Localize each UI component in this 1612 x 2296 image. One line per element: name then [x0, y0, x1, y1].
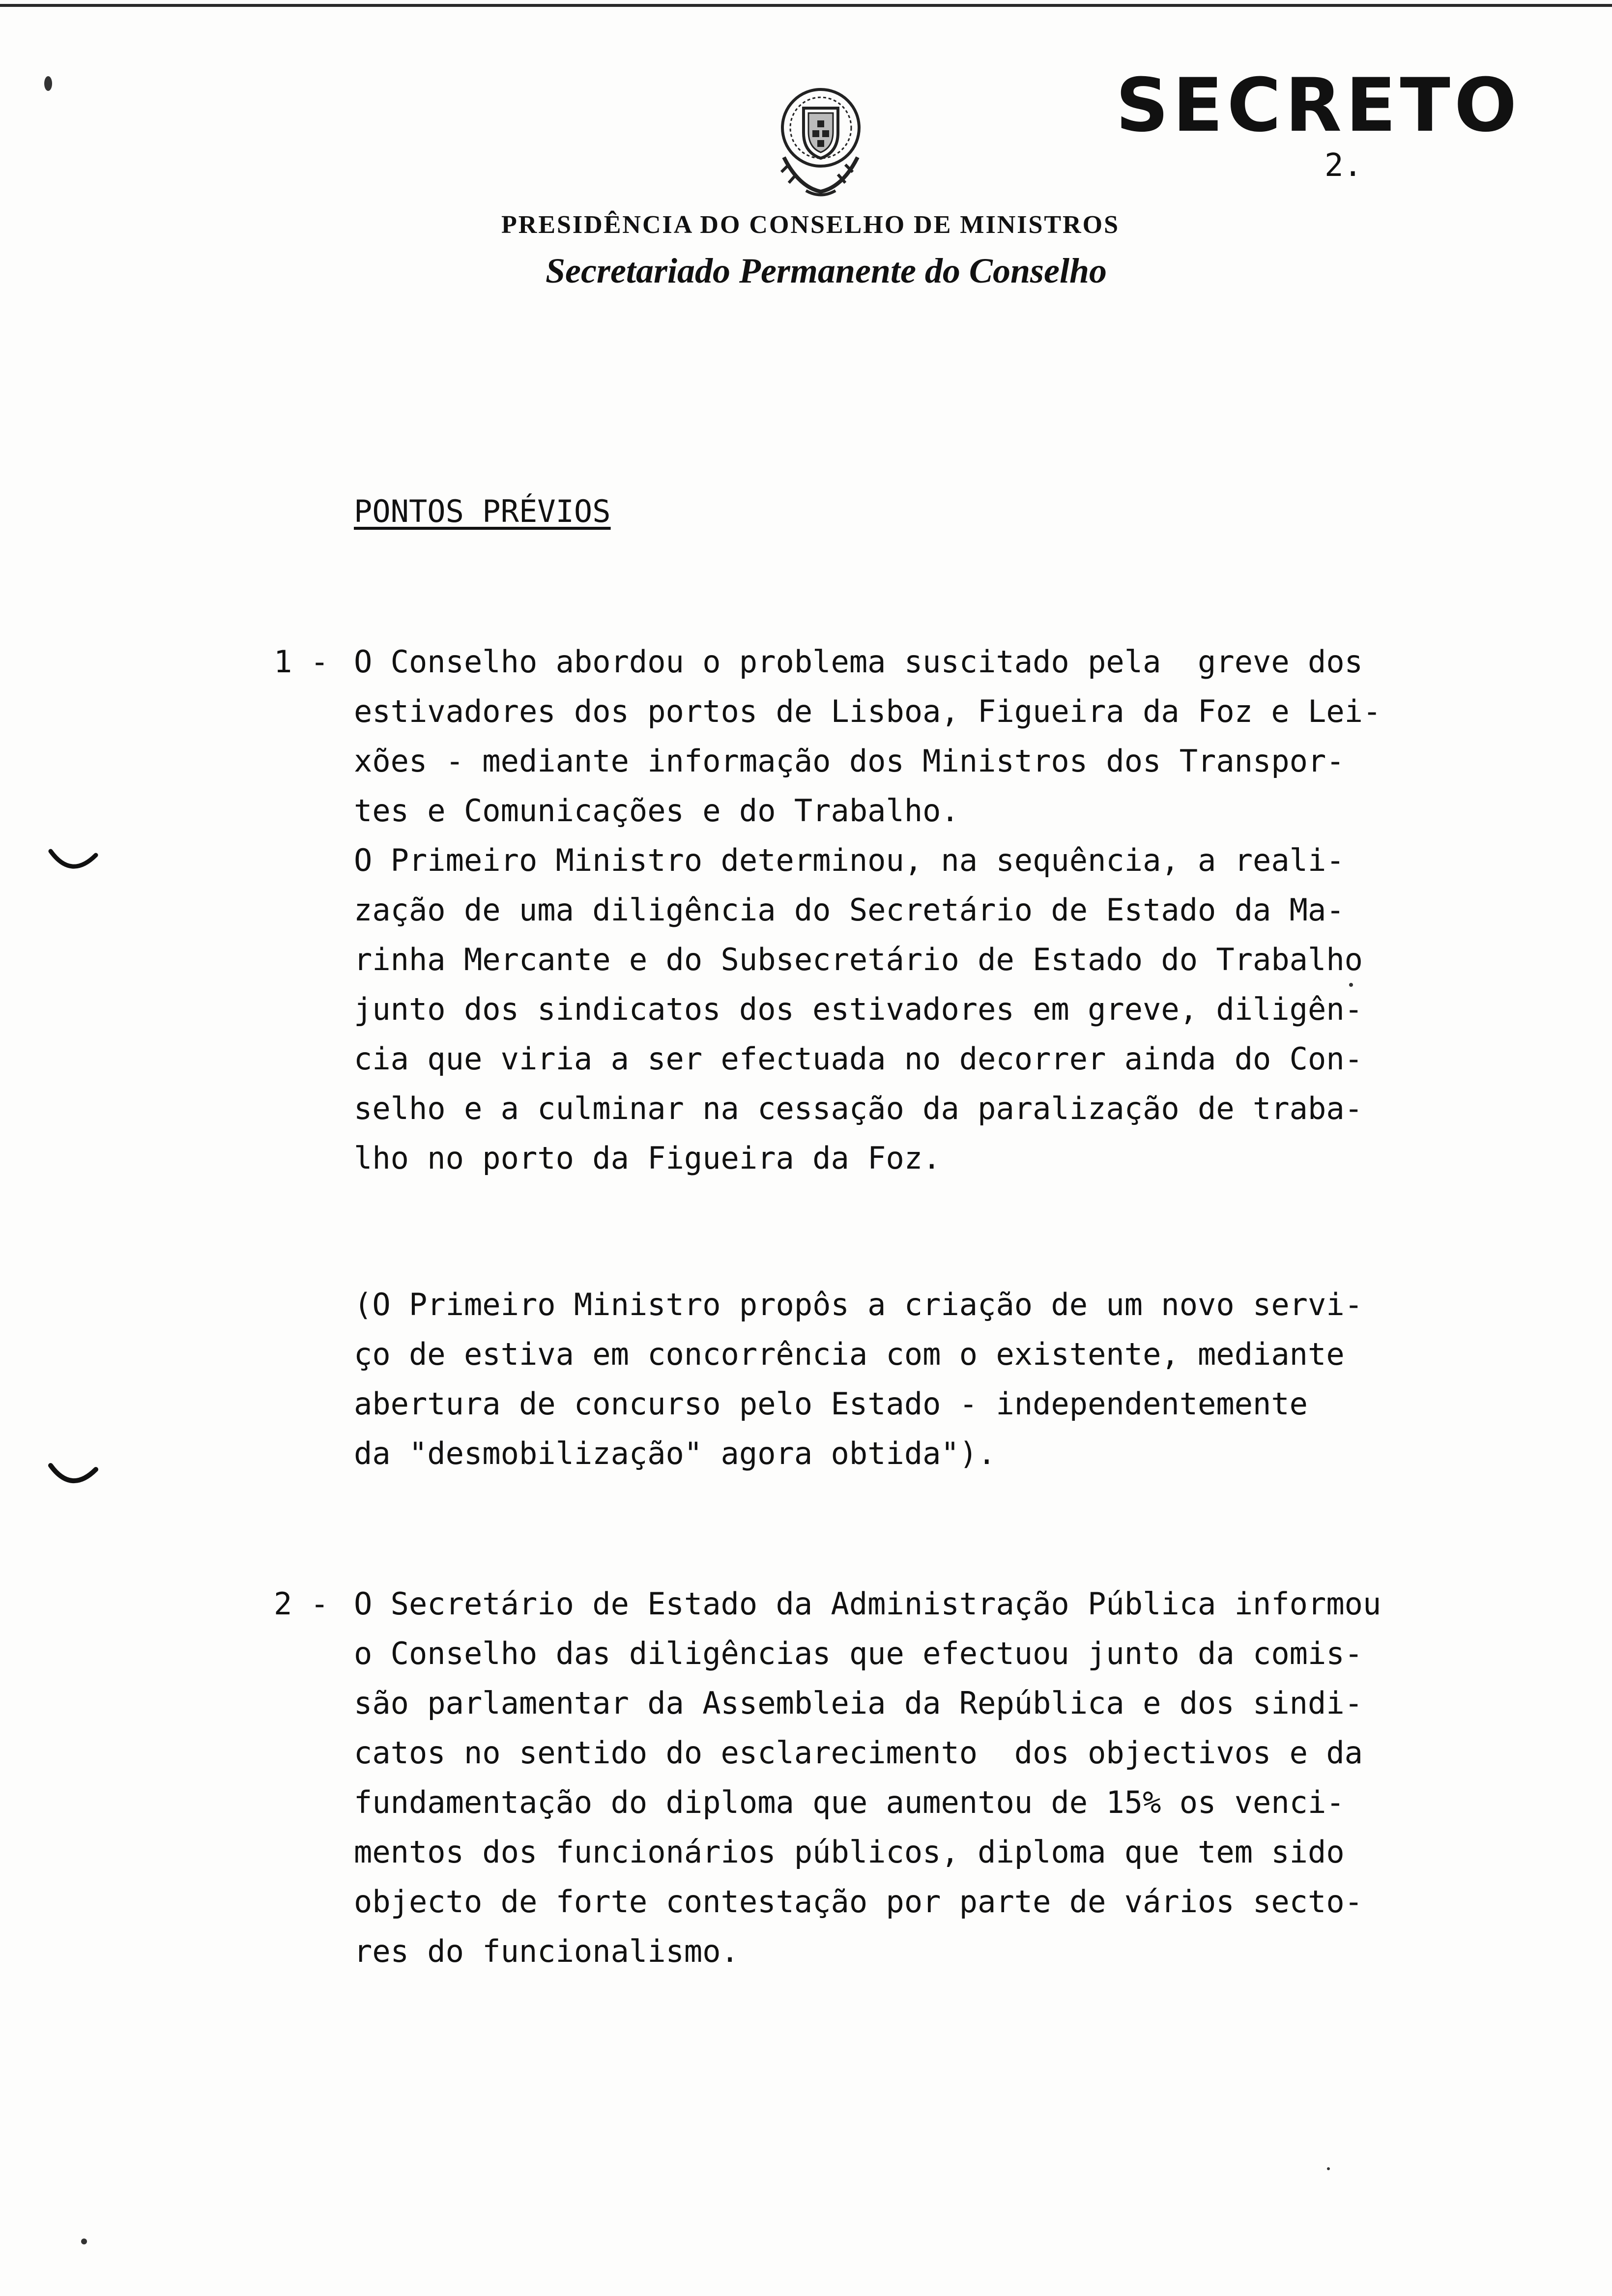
item-1-paragraph: [354, 637, 1381, 1183]
section-title: PONTOS PRÉVIOS: [354, 493, 611, 529]
scan-speck: [44, 76, 52, 91]
text-line: rinha Mercante e do Subsecretário de Estado do Trabalho: [354, 942, 1363, 977]
text-line: cia que viria a ser efectuada no decorrer ainda do Con-: [354, 1041, 1363, 1077]
top-border-line: [0, 4, 1612, 7]
text-line: lho no porto da Figueira da Foz.: [354, 1140, 941, 1176]
text-line: estivadores dos portos de Lisboa, Figueira da Foz e Lei-: [354, 693, 1382, 729]
item-number: 2 -: [274, 1586, 329, 1622]
page-number: 2.: [1324, 147, 1363, 184]
text-line: O Primeiro Ministro determinou, na sequência, a reali-: [354, 842, 1345, 878]
office-subtitle: Secretariado Permanente do Conselho: [546, 251, 1107, 290]
scan-speck: [1349, 983, 1353, 987]
text-line: são parlamentar da Assembleia da República e dos sindi-: [354, 1685, 1363, 1721]
text-line: O Conselho abordou o problema suscitado pela greve dos: [354, 644, 1363, 680]
text-line: res do funcionalismo.: [354, 1933, 739, 1969]
text-line: tes e Comunicações e do Trabalho.: [354, 793, 959, 829]
text-line: ço de estiva em concorrência com o existente, mediante: [354, 1336, 1345, 1372]
binder-mark-icon: [47, 1460, 101, 1494]
text-line: O Secretário de Estado da Administração Pública informou: [354, 1586, 1382, 1622]
scan-speck: [1327, 2167, 1330, 2170]
text-line: o Conselho das diligências que efectuou junto da comis-: [354, 1636, 1363, 1671]
text-line: mentos dos funcionários públicos, diploma que tem sido: [354, 1834, 1345, 1870]
item-number: 1 -: [274, 644, 329, 680]
coat-of-arms-icon: [764, 74, 877, 201]
note-paragraph: [354, 1280, 1363, 1478]
text-line: objecto de forte contestação por parte de vários secto-: [354, 1884, 1363, 1920]
scan-speck: [81, 2239, 87, 2244]
text-line: fundamentação do diploma que aumentou de 15% os venci-: [354, 1784, 1345, 1820]
text-line: zação de uma diligência do Secretário de Estado da Ma-: [354, 892, 1345, 928]
text-line: (O Primeiro Ministro propôs a criação de um novo servi-: [354, 1287, 1363, 1322]
text-line: abertura de concurso pelo Estado - independentemente: [354, 1386, 1308, 1422]
classification-stamp: SECRETO: [1116, 63, 1521, 148]
text-line: selho e a culminar na cessação da paralização de traba-: [354, 1091, 1363, 1126]
text-line: catos no sentido do esclarecimento dos objectivos e da: [354, 1735, 1363, 1771]
text-line: xões - mediante informação dos Ministros dos Transpor-: [354, 743, 1345, 779]
text-line: junto dos sindicatos dos estivadores em greve, diligên-: [354, 991, 1363, 1027]
office-name: PRESIDÊNCIA DO CONSELHO DE MINISTROS: [501, 211, 1120, 239]
binder-mark-icon: [47, 845, 101, 880]
text-line: da "desmobilização" agora obtida").: [354, 1435, 996, 1471]
item-2-paragraph: [354, 1579, 1381, 1976]
